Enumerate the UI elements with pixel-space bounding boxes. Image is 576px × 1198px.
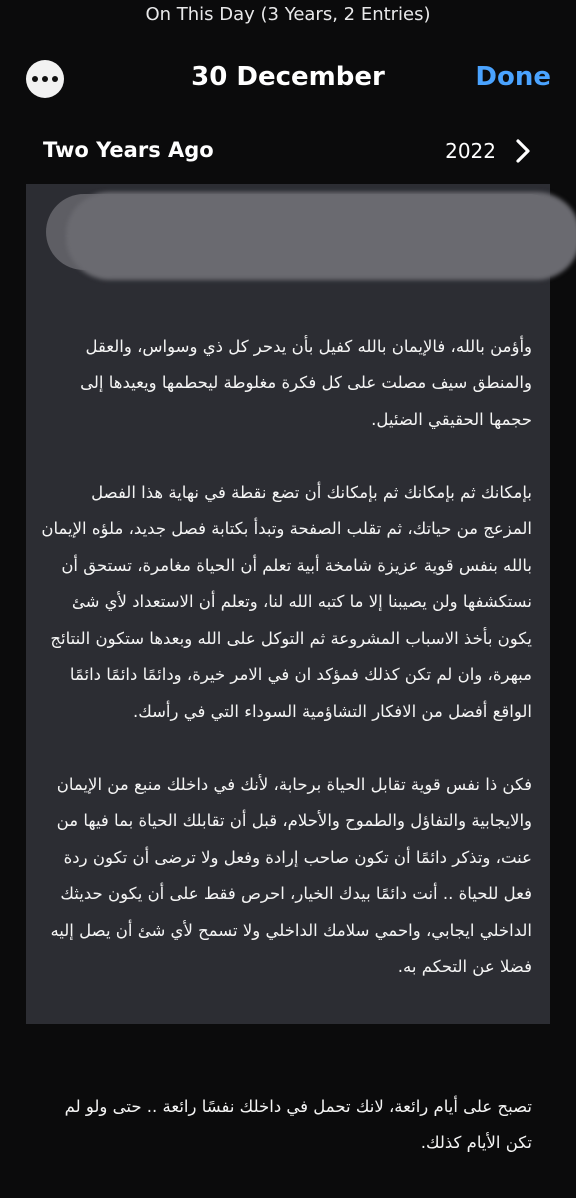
date-title: 30 December	[191, 62, 385, 92]
entry-text	[38, 292, 532, 1198]
entry-paragraph: فكن ذا نفس قوية تقابل الحياة برحابة، لأنك في داخلك منبع من الإيمان والايجابية والتفاؤل والطموح والأحلام، قبل أن تقابلك الحياة بما فيها من عنت، وتذكر دائمًا أن تكون صاحب إرادة وفعل ولا ترضى أن تكون ردة فعل للحياة .. أنت دائمًا بيدك الخيار، احرص فقط على أن يكون حديثك الداخلي ايجابي، واحمي سلامك الداخلي ولا تسمح لأي شئ أن يصل إليه فضلا عن التحكم به.	[50, 774, 532, 976]
section-year: 2022	[445, 139, 496, 163]
chevron-right-icon	[514, 138, 532, 164]
section-header-two-years-ago[interactable]	[0, 132, 576, 176]
redacted-area-overlay	[66, 192, 576, 280]
entry-paragraph: تصبح على أيام رائعة، لانك تحمل في داخلك نفسًا رائعة .. حتى ولو لم تكن الأيام كذلك.	[64, 1096, 532, 1152]
paragraph-spacer	[38, 1022, 532, 1052]
done-button[interactable]: Done	[475, 62, 551, 92]
journal-entry[interactable]	[26, 184, 550, 1152]
nav-bar	[0, 50, 576, 110]
screen-title: On This Day (3 Years, 2 Entries)	[145, 4, 431, 25]
entry-paragraph: بإمكانك ثم بإمكانك ثم بإمكانك أن تضع نقطة في نهاية هذا الفصل المزعج من حياتك، ثم تقلب الصفحة وتبدأ بكتابة فصل جديد، ملؤه الإيمان بالله بنفس قوية عزيزة شامخة أبية تعلم أن الحياة مغامرة، تستحق أن نستكشفها ولن يصيبنا إلا ما كتبه الله لنا، وتعلم أن الاستعداد لأي شئ يكون بأخذ الاسباب المشروعة ثم التوكل على الله وبعدها ستكون النتائج مبهرة، وان لم تكن كذلك فمؤكد ان في الامر خيرة، ودائمًا دائمًا دائمًا الواقع أفضل من الافكار التشاؤمية السوداء التي في رأسك.	[41, 482, 532, 721]
section-title: Two Years Ago	[43, 138, 214, 162]
entry-paragraph: وأؤمن بالله، فالإيمان بالله كفيل بأن يدحر كل ذي وسواس، والعقل والمنطق سيف مصلت على كل فكرة مغلوطة ليحطمها ويعيدها إلى حجمها الحقيقي الضئيل.	[80, 336, 532, 429]
